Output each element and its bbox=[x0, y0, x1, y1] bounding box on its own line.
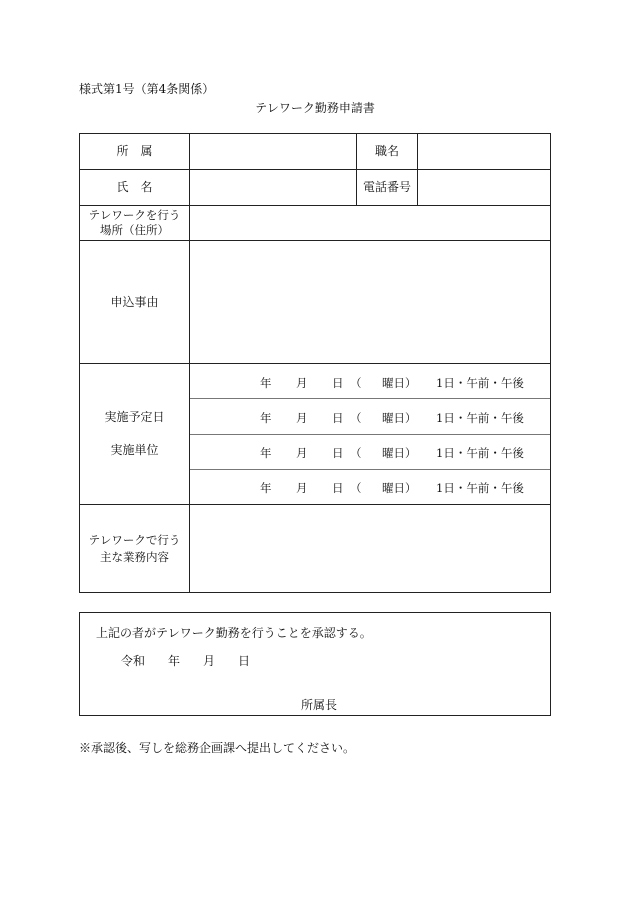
schedule-label-line2: 実施単位 bbox=[110, 443, 159, 457]
position-label: 職名 bbox=[374, 144, 399, 158]
year-label: 年 bbox=[260, 411, 272, 425]
form-number: 様式第1号（第4条関係） bbox=[79, 82, 215, 96]
paren-open: （ bbox=[350, 411, 362, 425]
schedule-divider bbox=[190, 398, 550, 399]
tasks-label bbox=[80, 505, 189, 592]
name-label: 氏 名 bbox=[116, 180, 153, 194]
schedule-divider bbox=[190, 469, 550, 470]
paren-open: （ bbox=[350, 446, 362, 460]
tasks-label-line2: 主な業務内容 bbox=[100, 549, 169, 564]
place-label-line1: テレワークを行う bbox=[88, 208, 181, 222]
approval-era: 令和 bbox=[121, 654, 146, 668]
unit-options[interactable]: 1日・午前・午後 bbox=[436, 411, 524, 425]
month-label: 月 bbox=[296, 446, 308, 460]
schedule-label-line1: 実施予定日 bbox=[104, 410, 165, 424]
unit-options[interactable]: 1日・午前・午後 bbox=[436, 481, 524, 495]
approval-year: 年 bbox=[168, 654, 181, 668]
day-label: 日 bbox=[332, 411, 344, 425]
paren-open: （ bbox=[350, 481, 362, 495]
approver-title: 所属長 bbox=[301, 698, 338, 712]
month-label: 月 bbox=[296, 411, 308, 425]
name-field[interactable] bbox=[190, 170, 356, 205]
month-label: 月 bbox=[296, 481, 308, 495]
place-field[interactable] bbox=[190, 206, 550, 240]
schedule-divider bbox=[190, 434, 550, 435]
footnote: ※承認後、写しを総務企画課へ提出してください。 bbox=[79, 741, 356, 755]
affiliation-label: 所 属 bbox=[116, 144, 153, 158]
approval-box bbox=[79, 612, 551, 716]
year-label: 年 bbox=[260, 446, 272, 460]
weekday-label: 曜日） bbox=[382, 481, 417, 495]
approval-day: 日 bbox=[238, 654, 251, 668]
weekday-label: 曜日） bbox=[382, 411, 417, 425]
reason-field[interactable] bbox=[190, 241, 550, 363]
day-label: 日 bbox=[332, 446, 344, 460]
year-label: 年 bbox=[260, 481, 272, 495]
affiliation-field[interactable] bbox=[190, 134, 356, 169]
approval-statement: 上記の者がテレワーク勤務を行うことを承認する。 bbox=[96, 626, 372, 640]
position-field[interactable] bbox=[418, 134, 550, 169]
month-label: 月 bbox=[296, 376, 308, 390]
place-label-line2: 場所（住所） bbox=[100, 223, 169, 237]
weekday-label: 曜日） bbox=[382, 446, 417, 460]
year-label: 年 bbox=[260, 376, 272, 390]
day-label: 日 bbox=[332, 481, 344, 495]
place-label bbox=[80, 206, 189, 240]
schedule-label bbox=[80, 364, 189, 504]
day-label: 日 bbox=[332, 376, 344, 390]
approval-month: 月 bbox=[203, 654, 216, 668]
paren-open: （ bbox=[350, 376, 362, 390]
reason-label: 申込事由 bbox=[110, 294, 159, 309]
tasks-label-line1: テレワークで行う bbox=[88, 532, 181, 547]
phone-field[interactable] bbox=[418, 170, 550, 205]
application-table bbox=[79, 133, 551, 593]
phone-label: 電話番号 bbox=[362, 180, 411, 194]
document-title: テレワーク勤務申請書 bbox=[255, 101, 375, 115]
tasks-field[interactable] bbox=[190, 505, 550, 592]
weekday-label: 曜日） bbox=[382, 376, 417, 390]
unit-options[interactable]: 1日・午前・午後 bbox=[436, 376, 524, 390]
unit-options[interactable]: 1日・午前・午後 bbox=[436, 446, 524, 460]
